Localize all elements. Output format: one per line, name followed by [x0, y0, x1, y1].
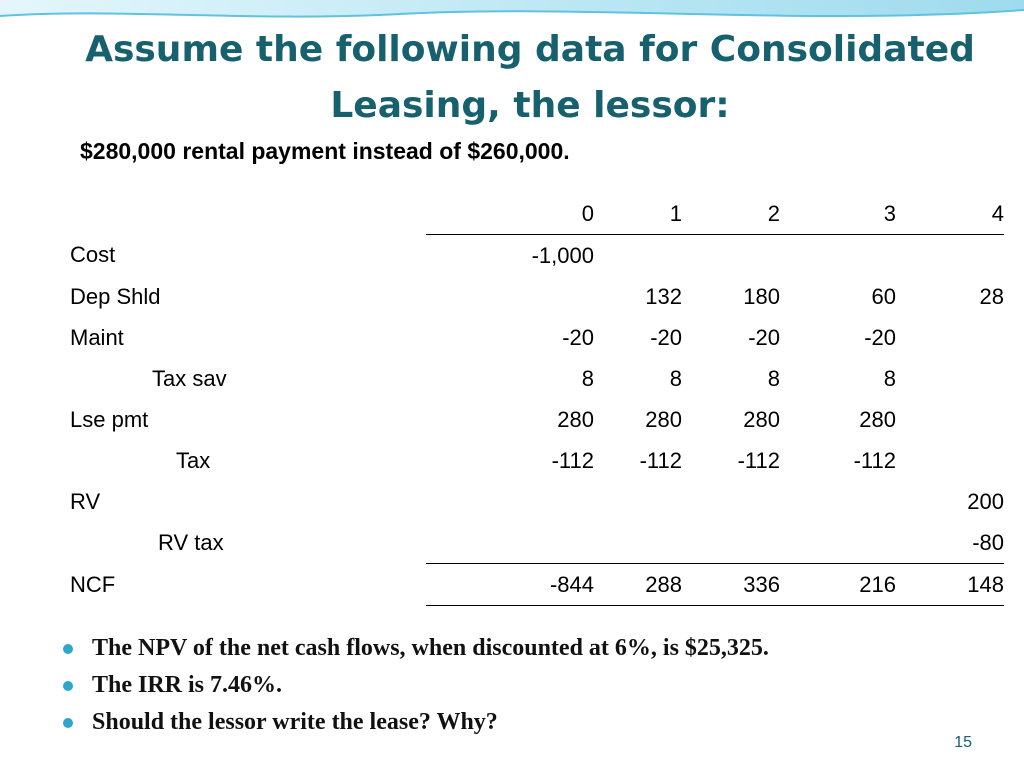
table-header-cell: 1	[594, 193, 682, 235]
row-label: NCF	[70, 571, 116, 597]
slide-title-line-1: Assume the following data for Consolidated	[85, 29, 975, 70]
table-row-maint	[70, 317, 1004, 358]
table-cell: 60	[871, 283, 896, 309]
table-row-tax	[70, 440, 1004, 481]
table-cell	[896, 358, 1004, 399]
table-cell: 148	[896, 564, 1004, 606]
table-cell	[780, 235, 896, 277]
row-label: Tax sav	[152, 365, 227, 391]
table-cell	[780, 481, 896, 522]
slide-title-line-2: Leasing, the lessor:	[330, 85, 730, 126]
table-cell: 336	[682, 564, 780, 606]
table-cell: -20	[748, 324, 780, 350]
bullet-item	[60, 704, 769, 741]
table-cell	[426, 481, 594, 522]
row-label: Tax	[176, 447, 211, 473]
row-label: RV tax	[158, 529, 224, 555]
bullet-item	[60, 667, 769, 704]
row-label: RV	[70, 488, 101, 514]
table-cell	[594, 235, 682, 277]
table-cell	[594, 522, 682, 564]
table-header-cell: 2	[682, 193, 780, 235]
table-cell	[682, 235, 780, 277]
table-cell: 280	[557, 406, 594, 432]
slide-subtitle: $280,000 rental payment instead of $260,000.	[80, 138, 570, 164]
table-cell	[426, 522, 594, 564]
table-cell: -112	[551, 447, 594, 473]
table-header-row	[70, 193, 1004, 235]
row-label: Maint	[70, 324, 124, 350]
table-cell	[682, 522, 780, 564]
table-cell: -20	[864, 324, 896, 350]
table-cell	[780, 522, 896, 564]
table-cell: -844	[426, 564, 594, 606]
bullet-dot-icon	[63, 681, 73, 691]
table-row-ncf	[70, 564, 1004, 606]
table-cell	[426, 276, 594, 317]
table-cell	[896, 317, 1004, 358]
table-header-cell: 4	[896, 193, 1004, 235]
table-cell: 8	[883, 365, 896, 391]
table-cell: 8	[669, 365, 682, 391]
table-cell: 28	[979, 283, 1004, 309]
page-number: 15	[954, 734, 972, 751]
table-cell	[896, 235, 1004, 277]
slide-title	[60, 22, 1000, 134]
table-cell: 288	[594, 564, 682, 606]
row-label: Dep Shld	[70, 283, 161, 309]
table-cell	[594, 481, 682, 522]
table-cell: 200	[967, 488, 1004, 514]
table-cell: -112	[639, 447, 682, 473]
table-cell: 216	[780, 564, 896, 606]
bullet-dot-icon	[63, 718, 73, 728]
table-cell: 132	[645, 283, 682, 309]
table-cell: 8	[767, 365, 780, 391]
table-row-cost	[70, 235, 1004, 277]
table-header-label-cell	[70, 193, 426, 235]
cash-flow-table	[70, 193, 1004, 606]
bullet-text: The IRR is 7.46%.	[92, 672, 283, 698]
table-cell: -112	[853, 447, 896, 473]
table-cell: -20	[650, 324, 682, 350]
bullet-dot-icon	[63, 644, 73, 654]
table-header-cell: 3	[780, 193, 896, 235]
table-cell: 180	[743, 283, 780, 309]
table-row-lse-pmt	[70, 399, 1004, 440]
table-row-tax-sav	[70, 358, 1004, 399]
table-cell: -20	[562, 324, 594, 350]
bullet-text: Should the lessor write the lease? Why?	[92, 709, 498, 735]
table-cell	[682, 481, 780, 522]
table-cell: 280	[743, 406, 780, 432]
table-cell: -80	[896, 522, 1004, 564]
table-cell: 280	[645, 406, 682, 432]
bullet-list	[60, 630, 769, 741]
table-row-rv	[70, 481, 1004, 522]
row-label: Lse pmt	[70, 406, 149, 432]
table-row-rv-tax	[70, 522, 1004, 564]
row-label: Cost	[70, 242, 116, 268]
table-cell	[896, 399, 1004, 440]
table-row-dep-shld	[70, 276, 1004, 317]
table-header-cell: 0	[426, 193, 594, 235]
table-cell: -1,000	[531, 242, 594, 268]
bullet-item	[60, 630, 769, 667]
table-cell	[896, 440, 1004, 481]
table-cell: 8	[581, 365, 594, 391]
table-cell: 280	[859, 406, 896, 432]
table-cell: -112	[737, 447, 780, 473]
bullet-text: The NPV of the net cash flows, when discounted at 6%, is $25,325.	[92, 635, 769, 661]
